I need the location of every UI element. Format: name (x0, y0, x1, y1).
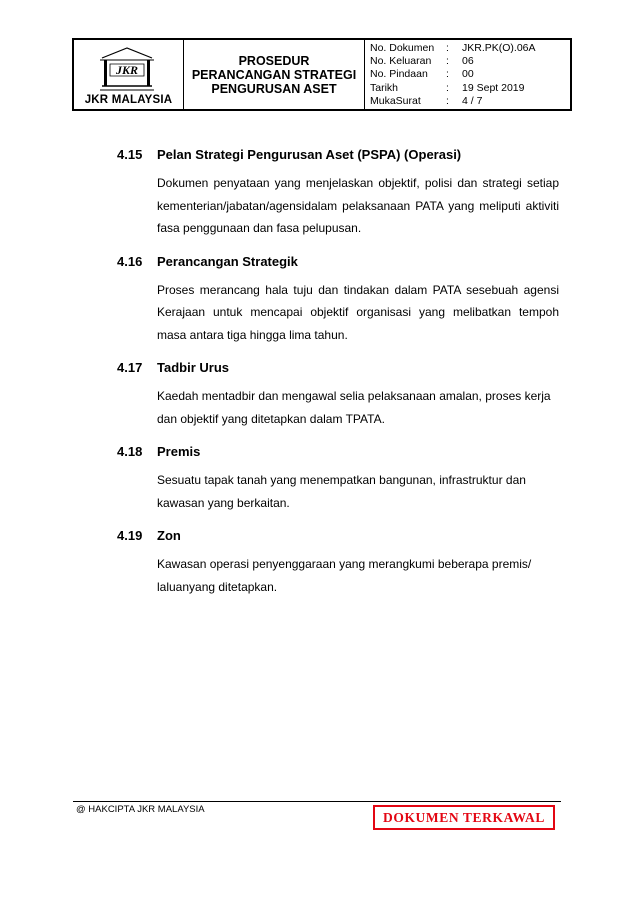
meta-row-tarikh (370, 82, 570, 95)
meta-value: JKR.PK(O).06A (462, 42, 536, 54)
section-title: Premis (157, 444, 201, 459)
section-4-16 (117, 253, 559, 347)
meta-value: 06 (462, 55, 474, 68)
section-4-15 (117, 146, 559, 240)
title-line: PERANCANGAN STRATEGI (191, 67, 357, 82)
section-title: Perancangan Strategik (157, 253, 298, 269)
document-body (117, 146, 559, 611)
title-line: PROSEDUR (238, 53, 310, 68)
meta-colon: : (446, 68, 449, 81)
section-number: 4.16 (117, 253, 143, 269)
meta-label: Tarikh (370, 81, 399, 94)
meta-label: No. Dokumen (370, 42, 435, 54)
header-logo-cell (74, 40, 184, 109)
meta-label: No. Pindaan (370, 68, 428, 81)
meta-colon: : (446, 81, 449, 94)
section-4-18 (117, 443, 559, 514)
section-text: Kaedah mentadbir dan mengawal selia pelaksanaan amalan, proses kerja dan objektif yang ditetapkan dalam TPATA. (157, 389, 551, 426)
meta-colon: : (446, 55, 449, 68)
meta-value: 4 / 7 (462, 94, 483, 107)
document-title (184, 40, 365, 109)
meta-row-dokumen (370, 42, 570, 55)
section-4-19 (117, 527, 559, 598)
meta-colon: : (446, 42, 449, 54)
copyright-text: @ HAKCIPTA JKR MALAYSIA (76, 804, 205, 815)
section-number: 4.19 (117, 528, 143, 543)
meta-row-pindaan (370, 68, 570, 81)
section-heading (117, 443, 559, 460)
title-line: PENGURUSAN ASET (211, 81, 337, 96)
organization-name: JKR MALAYSIA (84, 94, 173, 106)
section-number: 4.18 (117, 444, 143, 459)
section-number: 4.17 (117, 360, 143, 375)
meta-value: 00 (462, 68, 474, 81)
section-text: Kawasan operasi penyenggaraan yang merangkumi beberapa premis/ laluanyang ditetapkan. (157, 557, 532, 594)
section-heading (117, 527, 559, 544)
meta-label: No. Keluaran (370, 55, 432, 68)
section-title: Pelan Strategi Pengurusan Aset (PSPA) (Operasi) (157, 147, 462, 162)
meta-label: MukaSurat (370, 94, 421, 107)
section-text: Dokumen penyataan yang menjelaskan objektif, polisi dan strategi setiap kementerian/jabatan/agensidalam pelaksanaan PATA yang meliputi aktiviti fasa penggunaan dan fasa pelupusan. (157, 176, 559, 235)
document-header (72, 38, 572, 111)
controlled-document-stamp: DOKUMEN TERKAWAL (373, 805, 555, 830)
section-number: 4.15 (117, 147, 143, 162)
section-4-17 (117, 359, 559, 430)
meta-row-keluaran (370, 55, 570, 68)
jkr-logo (96, 44, 158, 94)
meta-value: 19 Sept 2019 (462, 81, 525, 94)
meta-row-mukasurat (370, 95, 570, 108)
section-title: Tadbir Urus (157, 360, 229, 375)
footer-divider (73, 801, 561, 802)
section-heading (117, 253, 559, 270)
logo-text: JKR (115, 63, 139, 77)
section-heading (117, 359, 559, 376)
section-heading (117, 146, 559, 163)
section-title: Zon (157, 528, 181, 543)
meta-colon: : (446, 94, 449, 107)
section-text: Proses merancang hala tuju dan tindakan dalam PATA sesebuah agensi Kerajaan untuk mencapai objektif organisasi yang melibatkan tempoh masa antara tiga hingga lima tahun. (157, 282, 559, 342)
document-metadata (365, 40, 570, 109)
section-text: Sesuatu tapak tanah yang menempatkan bangunan, infrastruktur dan kawasan yang berkaitan. (157, 473, 526, 510)
